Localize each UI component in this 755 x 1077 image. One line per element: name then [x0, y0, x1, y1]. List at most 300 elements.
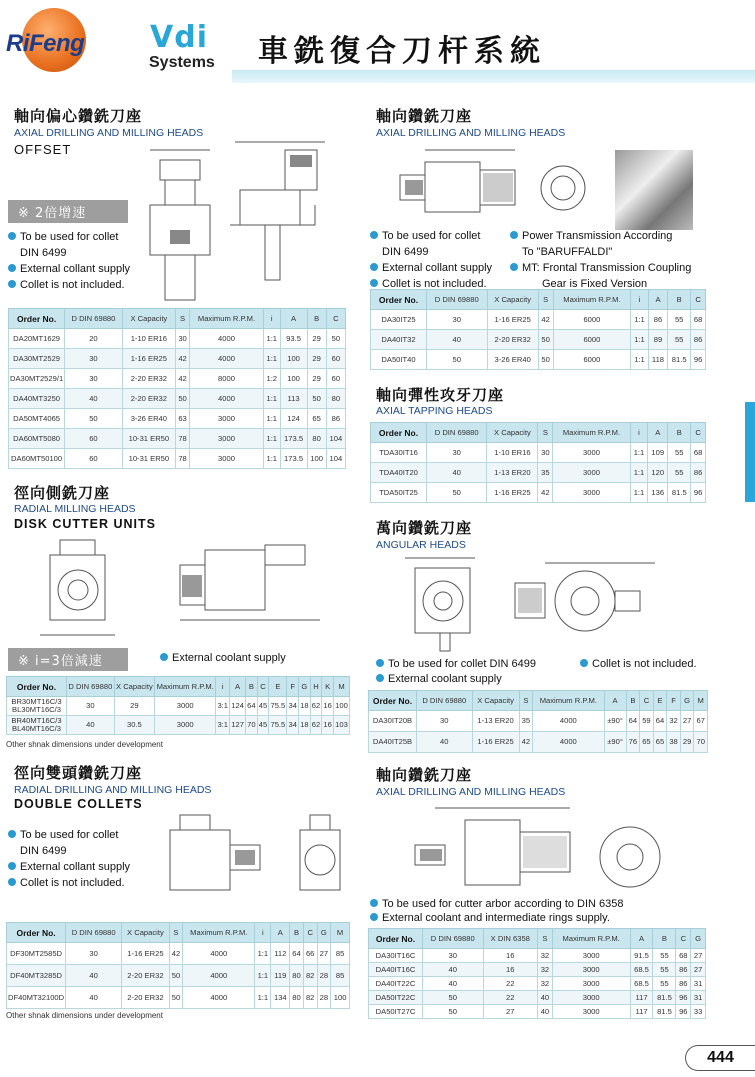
table-cell: 3-26 ER40: [122, 409, 175, 429]
table-cell: 104: [326, 449, 345, 469]
table-cell: 64: [246, 697, 258, 716]
table-cell: 34: [287, 697, 299, 716]
table-cell: 2-20 ER32: [122, 389, 175, 409]
disk-cutter-drawing: [30, 535, 345, 645]
table-cell: 40: [427, 330, 488, 350]
table-cell: 1-13 ER20: [487, 463, 538, 483]
angular-bullet-1: To be used for collet DIN 6499: [376, 656, 536, 672]
table-cell: 1-10 ER16: [122, 329, 175, 349]
table-cell: DA50IT27C: [369, 1005, 423, 1019]
table-row: [7, 965, 350, 987]
table-cell: 6000: [553, 310, 631, 330]
table-cell: 85: [331, 943, 350, 965]
table-cell: 27: [317, 943, 331, 965]
tapping-spec-table: Order No. D DIN 69880 X Capacity S Maximum R.P.M. i A B C TDA30IT16 30 1-10 ER16 30 3000 1:1 109 55 68 TDA40IT20 40 1-13 ER20 35 3000 1:1 120 55 86 TDA50IT25 50 1-16 ER25 42 3000 1:1 136 81.5 96: [370, 422, 706, 503]
table-cell: DA40IT22C: [369, 977, 423, 991]
table-cell: 109: [648, 443, 668, 463]
table-cell: 60: [326, 369, 345, 389]
brand-subtitle: Systems: [149, 54, 215, 71]
table-cell: 82: [303, 965, 317, 987]
table-cell: 32: [538, 977, 553, 991]
side-tab: [745, 402, 755, 502]
axial-head-drawing: [385, 140, 610, 225]
table-cell: DA40IT16C: [369, 963, 423, 977]
table-cell: 3000: [553, 443, 631, 463]
table-cell: 63: [176, 409, 190, 429]
table-cell: 50: [307, 389, 326, 409]
table-cell: 80: [307, 429, 326, 449]
table-cell: 85: [331, 965, 350, 987]
double-note: Other shnak dimensions under development: [6, 1011, 163, 1020]
table-cell: 82: [303, 987, 317, 1009]
angular-spec-table: Order No. D DIN 69880 X Capacity S Maximum R.P.M. A B C E F G M DA30IT20B 30 1-13 ER20 35 4000 ±90° 64 59 64 32 27 67 DA40IT25B 40 1-16 ER25 42 4000 ±90° 76 65 65 38 29 70: [368, 690, 708, 753]
table-cell: 50: [427, 483, 487, 503]
speed-tag: ※ 2倍增速: [8, 200, 128, 223]
table-cell: DF40MT32100D: [7, 987, 66, 1009]
table-cell: 35: [538, 463, 553, 483]
table-cell: 45: [257, 697, 269, 716]
table-cell: 30: [538, 443, 553, 463]
section-offset-subtitle: AXIAL DRILLING AND MILLING HEADS: [14, 127, 204, 139]
offset-spec-table: Order No. D DIN 69880 X Capacity S Maximum R.P.M. i A B C DA20MT1629 20 1-10 ER16 30 4000 1:1 93.5 29 50 DA30MT2529 30 1-16 ER25 42 4000 1:1 100 29 60 DA30MT2529/1 30 2-20 ER32 42 8000 1:2 100 29 60 DA40MT3250 40 2-20 ER32 50 4000 1:1 113 50 80 DA50MT4065 50 3-26 ER40 63 3000 1:1 124 65 86 DA60MT5080 60 10-31 ER50 78 3000 1:1 173.5 80 104 DA60MT50100 60 10-31 ER50 78 3000 1:1 173.5 100 104: [8, 308, 346, 469]
table-cell: 28: [317, 987, 331, 1009]
table-cell: 31: [691, 977, 706, 991]
brand-name: Vdi: [150, 20, 208, 55]
table-row: [7, 943, 350, 965]
table-cell: 30: [423, 949, 484, 963]
page-title: 車銑復合刀杆系統: [258, 34, 546, 69]
section-axial2-bullets: To be used for cutter arbor according to DIN 6358 External coolant and intermediate rings supply.: [370, 897, 624, 925]
table-cell: DA30IT25: [371, 310, 427, 330]
table-cell: 100: [280, 349, 307, 369]
table-cell: DA50IT22C: [369, 991, 423, 1005]
table-cell: 124: [280, 409, 307, 429]
table-cell: 3000: [190, 409, 264, 429]
table-cell: ±90°: [604, 732, 626, 753]
table-cell: 86: [326, 409, 345, 429]
table-cell: 29: [307, 369, 326, 389]
table-cell: 40: [423, 963, 484, 977]
table-cell: 60: [326, 349, 345, 369]
table-cell: 30: [65, 369, 123, 389]
table-cell: 68.5: [630, 977, 653, 991]
table-cell: 50: [427, 350, 488, 370]
table-cell: 3000: [552, 1005, 630, 1019]
table-row: [9, 349, 346, 369]
axial-arbor-drawing: [395, 800, 685, 895]
section-radial-subtitle: RADIAL MILLING HEADS: [14, 503, 136, 515]
bullet-icon: [376, 674, 384, 682]
table-cell: 42: [519, 732, 533, 753]
table-cell: 3000: [552, 977, 630, 991]
table-cell: DA20MT1629: [9, 329, 65, 349]
radial-spec-table: Order No. D DIN 69880 X Capacity Maximum R.P.M. i A B C E F G H K M BR30MT16C/3 BL30MT16C/3 30 29 3000 3:1 124 64 45 75.5 34 18 62 16 100 BR40MT16C/3 BL40MT16C/3 40 30.5 3000 3:1 127 70 45 75.5 34 18 62 16 103: [6, 676, 350, 735]
table-cell: 30: [65, 349, 123, 369]
table-cell: 100: [307, 449, 326, 469]
table-cell: 2-20 ER32: [122, 965, 169, 987]
section-double-subtitle: RADIAL DRILLING AND MILLING HEADS: [14, 784, 212, 796]
table-cell: 117: [630, 991, 653, 1005]
table-cell: 3000: [552, 963, 630, 977]
bullet-icon: [370, 231, 378, 239]
table-cell: 55: [653, 977, 676, 991]
table-cell: 81.5: [653, 991, 676, 1005]
table-cell: 89: [648, 330, 667, 350]
section-offset-title: 軸向偏心鑽銑刀座: [14, 107, 143, 125]
table-cell: 1:2: [263, 369, 280, 389]
table-cell: 1-10 ER16: [487, 443, 538, 463]
bullet-icon: [8, 280, 16, 288]
table-row: [371, 463, 706, 483]
page-number: 444: [685, 1045, 755, 1071]
table-cell: 50: [65, 409, 123, 429]
table-cell: 1:1: [255, 987, 271, 1009]
table-row: [369, 977, 706, 991]
table-cell: DA60MT5080: [9, 429, 65, 449]
table-cell: 3000: [553, 483, 631, 503]
table-cell: 6000: [553, 350, 631, 370]
table-cell: 70: [694, 732, 708, 753]
table-cell: 64: [290, 943, 304, 965]
table-cell: 3000: [190, 429, 264, 449]
table-cell: BR30MT16C/3 BL30MT16C/3: [7, 697, 67, 716]
table-cell: 136: [648, 483, 668, 503]
table-cell: 50: [423, 1005, 484, 1019]
bullet-icon: [8, 878, 16, 886]
table-cell: 18: [299, 716, 311, 735]
table-cell: 27: [483, 1005, 538, 1019]
table-cell: 3:1: [216, 716, 230, 735]
table-cell: 1:1: [263, 389, 280, 409]
table-cell: 117: [630, 1005, 653, 1019]
table-cell: 1-13 ER20: [472, 711, 519, 732]
bullet-icon: [370, 263, 378, 271]
table-cell: 4000: [190, 389, 264, 409]
table-cell: 40: [417, 732, 473, 753]
table-row: [369, 711, 708, 732]
gear-photo: [615, 150, 693, 230]
table-cell: 1:1: [263, 349, 280, 369]
table-cell: TDA50IT25: [371, 483, 427, 503]
section-angular-title: 萬向鑽銑刀座: [376, 519, 473, 537]
table-cell: 30: [417, 711, 473, 732]
table-row: [9, 389, 346, 409]
table-cell: 64: [653, 711, 667, 732]
table-cell: 50: [169, 965, 183, 987]
table-cell: 29: [114, 697, 154, 716]
bullet-icon: [8, 862, 16, 870]
table-cell: TDA40IT20: [371, 463, 427, 483]
table-cell: 50: [538, 350, 553, 370]
table-cell: 64: [626, 711, 640, 732]
table-cell: DA50IT40: [371, 350, 427, 370]
table-cell: 62: [310, 697, 322, 716]
table-cell: 1:1: [630, 463, 647, 483]
angular-head-drawing: [385, 553, 690, 653]
table-row: [369, 991, 706, 1005]
table-cell: 75.5: [269, 716, 287, 735]
section-double-variant: DOUBLE COLLETS: [14, 797, 143, 811]
table-cell: 30.5: [114, 716, 154, 735]
table-cell: 86: [648, 310, 667, 330]
table-cell: BR40MT16C/3 BL40MT16C/3: [7, 716, 67, 735]
table-cell: 16: [483, 963, 538, 977]
table-cell: 1-16 ER25: [487, 310, 538, 330]
table-cell: 86: [691, 330, 706, 350]
table-cell: 4000: [183, 987, 255, 1009]
table-cell: 1:1: [263, 409, 280, 429]
radial-note: Other shnak dimensions under development: [6, 740, 163, 749]
table-cell: 80: [290, 965, 304, 987]
table-cell: 78: [176, 429, 190, 449]
table-cell: 1-16 ER25: [487, 483, 538, 503]
table-cell: DA40IT25B: [369, 732, 417, 753]
section-axial-subtitle: AXIAL DRILLING AND MILLING HEADS: [376, 127, 566, 139]
table-cell: 29: [307, 329, 326, 349]
table-cell: 124: [230, 697, 246, 716]
section-axial-bullets-right: Power Transmission According To "BARUFFALDI" MT: Frontal Transmission Coupling Gear is Fixed Version: [510, 228, 691, 292]
table-cell: 30: [427, 443, 487, 463]
section-axial-title: 軸向鑽銑刀座: [376, 107, 473, 125]
section-angular-subtitle: ANGULAR HEADS: [376, 539, 466, 551]
table-cell: 29: [680, 732, 694, 753]
table-cell: DA60MT50100: [9, 449, 65, 469]
table-cell: 33: [691, 1005, 706, 1019]
table-cell: 173.5: [280, 449, 307, 469]
table-cell: 3000: [552, 949, 630, 963]
section-axial2-title: 軸向鑽銑刀座: [376, 766, 473, 784]
table-cell: 38: [667, 732, 681, 753]
section-radial-bullet: External coolant supply: [160, 650, 286, 666]
table-cell: 81.5: [668, 483, 691, 503]
table-cell: 42: [176, 349, 190, 369]
table-cell: 75.5: [269, 697, 287, 716]
logo: RiFeng: [6, 30, 85, 57]
table-cell: 42: [538, 483, 553, 503]
section-offset-variant: OFFSET: [14, 142, 72, 157]
table-cell: 55: [668, 330, 691, 350]
table-cell: 2-20 ER32: [122, 369, 175, 389]
table-cell: 2-20 ER32: [487, 330, 538, 350]
table-row: [9, 329, 346, 349]
table-cell: 1:1: [255, 965, 271, 987]
table-cell: 50: [538, 330, 553, 350]
table-cell: 55: [668, 443, 691, 463]
table-cell: DA50MT4065: [9, 409, 65, 429]
table-cell: 3000: [155, 697, 216, 716]
table-cell: 65: [307, 409, 326, 429]
table-row: [9, 429, 346, 449]
table-cell: 45: [257, 716, 269, 735]
angular-bullet-3: External coolant supply: [376, 671, 502, 687]
section-offset-bullets: To be used for collet DIN 6499 External collant supply Collet is not included.: [8, 229, 130, 293]
table-row: [9, 369, 346, 389]
table-cell: 40: [427, 463, 487, 483]
table-cell: 60: [65, 449, 123, 469]
table-cell: 3:1: [216, 697, 230, 716]
table-cell: 3-26 ER40: [487, 350, 538, 370]
table-cell: 40: [65, 389, 123, 409]
section-radial-title: 徑向側銑刀座: [14, 484, 111, 502]
table-cell: 35: [519, 711, 533, 732]
bullet-icon: [8, 264, 16, 272]
table-cell: 40: [66, 965, 122, 987]
table-cell: 96: [691, 483, 706, 503]
table-row: [371, 483, 706, 503]
table-cell: 96: [676, 991, 691, 1005]
table-cell: 3000: [553, 463, 631, 483]
bullet-icon: [510, 263, 518, 271]
table-cell: 80: [290, 987, 304, 1009]
table-cell: DA30IT20B: [369, 711, 417, 732]
table-cell: 1:1: [631, 330, 648, 350]
table-cell: 55: [668, 463, 691, 483]
table-cell: 80: [326, 389, 345, 409]
table-cell: 34: [287, 716, 299, 735]
table-row: [9, 449, 346, 469]
table-cell: 3000: [190, 449, 264, 469]
table-cell: 32: [538, 963, 553, 977]
table-cell: 100: [331, 987, 350, 1009]
bullet-icon: [376, 659, 384, 667]
table-cell: 40: [67, 716, 115, 735]
table-cell: 70: [246, 716, 258, 735]
section-double-bullets: To be used for collet DIN 6499 External collant supply Collet is not included.: [8, 827, 130, 891]
table-cell: 27: [680, 711, 694, 732]
bullet-icon: [8, 830, 16, 838]
table-row: [369, 1005, 706, 1019]
table-cell: 68: [691, 443, 706, 463]
table-cell: 120: [648, 463, 668, 483]
section-double-title: 徑向雙頭鑽銑刀座: [14, 764, 143, 782]
table-row: [7, 716, 350, 735]
table-cell: 65: [653, 732, 667, 753]
table-cell: 42: [176, 369, 190, 389]
table-cell: 1-16 ER25: [122, 943, 169, 965]
table-cell: 50: [176, 389, 190, 409]
table-cell: 27: [691, 949, 706, 963]
table-cell: 100: [280, 369, 307, 389]
table-cell: 30: [67, 697, 115, 716]
table-cell: 93.5: [280, 329, 307, 349]
table-cell: 16: [322, 716, 334, 735]
axial-spec-table: Order No. D DIN 69880 X Capacity S Maximum R.P.M. i A B C DA30IT25 30 1-16 ER25 42 6000 1:1 86 55 68 DA40IT32 40 2-20 ER32 50 6000 1:1 89 55 86 DA50IT40 50 3-26 ER40 50 6000 1:1 118 81.5 96: [370, 289, 706, 370]
table-cell: 16: [483, 949, 538, 963]
table-cell: 112: [271, 943, 290, 965]
table-row: [7, 987, 350, 1009]
table-cell: 86: [676, 977, 691, 991]
table-cell: 86: [691, 463, 706, 483]
table-cell: 18: [299, 697, 311, 716]
table-cell: 1:1: [630, 443, 647, 463]
bullet-icon: [160, 653, 168, 661]
table-row: [369, 963, 706, 977]
table-cell: 55: [653, 963, 676, 977]
table-cell: DF30MT2585D: [7, 943, 66, 965]
table-cell: 42: [169, 943, 183, 965]
table-cell: DA40IT32: [371, 330, 427, 350]
table-cell: 20: [65, 329, 123, 349]
table-cell: 65: [640, 732, 654, 753]
table-cell: 67: [694, 711, 708, 732]
table-cell: 55: [653, 949, 676, 963]
table-cell: 50: [326, 329, 345, 349]
table-row: [371, 350, 706, 370]
table-cell: 1-16 ER25: [122, 349, 175, 369]
table-cell: 10-31 ER50: [122, 429, 175, 449]
table-cell: DF40MT3285D: [7, 965, 66, 987]
table-cell: 104: [326, 429, 345, 449]
table-cell: 100: [333, 697, 349, 716]
table-cell: 60: [65, 429, 123, 449]
table-cell: 96: [676, 1005, 691, 1019]
header-bar: [232, 70, 755, 83]
table-cell: 4000: [190, 349, 264, 369]
bullet-icon: [510, 231, 518, 239]
table-cell: 22: [483, 991, 538, 1005]
table-cell: 91.5: [630, 949, 653, 963]
table-row: [369, 732, 708, 753]
table-cell: ±90°: [604, 711, 626, 732]
table-cell: 30: [66, 943, 122, 965]
table-cell: 29: [307, 349, 326, 369]
table-cell: 1-16 ER25: [472, 732, 519, 753]
angular-bullet-2: Collet is not included.: [580, 656, 697, 672]
table-row: [371, 443, 706, 463]
table-cell: 76: [626, 732, 640, 753]
table-cell: 10-31 ER50: [122, 449, 175, 469]
table-cell: 81.5: [653, 1005, 676, 1019]
table-cell: 96: [691, 350, 706, 370]
offset-head-drawing: [140, 130, 345, 310]
table-cell: 55: [668, 310, 691, 330]
table-row: [371, 330, 706, 350]
table-cell: 78: [176, 449, 190, 469]
table-cell: DA30MT2529: [9, 349, 65, 369]
table-cell: 2-20 ER32: [122, 987, 169, 1009]
axial2-spec-table: Order No. D DIN 69880 X DIN 6358 S Maximum R.P.M. A B C G DA30IT16C 30 16 32 3000 91.5 55 68 27 DA40IT16C 40 16 32 3000 68.5 55 86 27 DA40IT22C 40 22 32 3000 68.5 55 86 31 DA50IT22C 50 22 40 3000 117 81.5 96 31 DA50IT27C 50 27 40 3000 117 81.5 96 33: [368, 928, 706, 1019]
bullet-icon: [370, 279, 378, 287]
table-cell: 31: [691, 991, 706, 1005]
table-cell: 50: [423, 991, 484, 1005]
table-cell: 3000: [552, 991, 630, 1005]
table-row: [7, 697, 350, 716]
table-cell: 134: [271, 987, 290, 1009]
bullet-icon: [370, 899, 378, 907]
table-cell: 1:1: [263, 329, 280, 349]
table-cell: 118: [648, 350, 667, 370]
table-cell: 173.5: [280, 429, 307, 449]
table-cell: 50: [169, 987, 183, 1009]
table-cell: 127: [230, 716, 246, 735]
double-spec-table: Order No. D DIN 69880 X Capacity S Maximum R.P.M. i A B C G M DF30MT2585D 30 1-16 ER25 42 4000 1:1 112 64 66 27 85 DF40MT3285D 40 2-20 ER32 50 4000 1:1 119 80 82 28 85 DF40MT32100D 40 2-20 ER32 50 4000 1:1 134 80 82 28 100: [6, 922, 350, 1009]
table-cell: 40: [423, 977, 484, 991]
table-cell: 42: [538, 310, 553, 330]
table-cell: 113: [280, 389, 307, 409]
table-cell: 4000: [183, 943, 255, 965]
table-cell: 1:1: [630, 483, 647, 503]
table-cell: DA30IT16C: [369, 949, 423, 963]
bullet-icon: [8, 232, 16, 240]
table-cell: TDA30IT16: [371, 443, 427, 463]
table-cell: 3000: [155, 716, 216, 735]
table-cell: 40: [538, 1005, 553, 1019]
table-row: [369, 949, 706, 963]
bullet-icon: [370, 913, 378, 921]
table-cell: 16: [322, 697, 334, 716]
table-cell: DA40MT3250: [9, 389, 65, 409]
table-cell: 4000: [533, 711, 604, 732]
